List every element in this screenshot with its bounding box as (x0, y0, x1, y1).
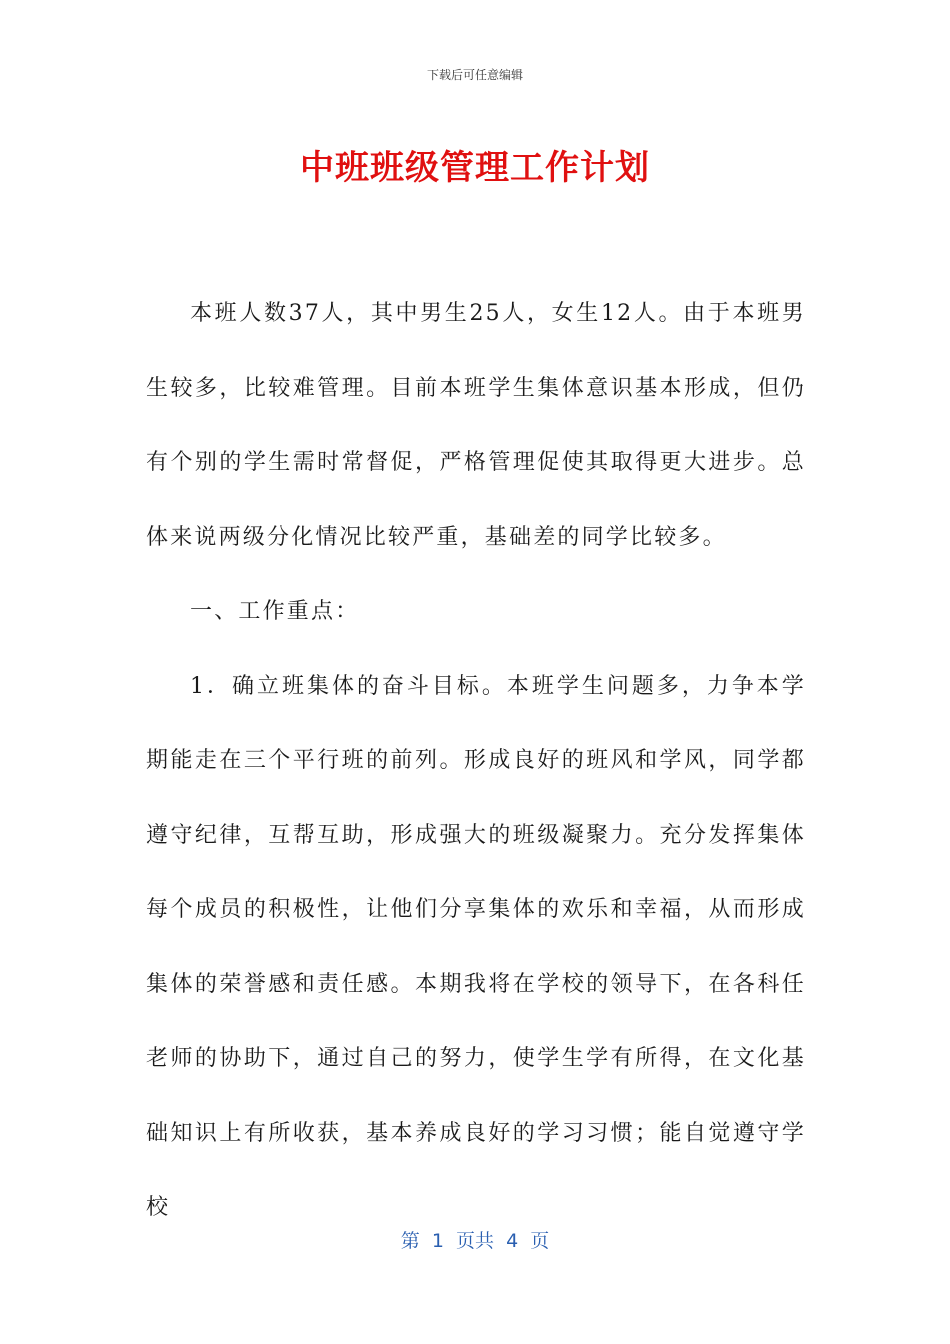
paragraph-intro: 本班人数37人，其中男生25人，女生12人。由于本班男生较多，比较难管理。目前本班学生集体意识基本形成，但仍有个别的学生需时常督促，严格管理促使其取得更大进步。总体来说两级分化情况比较严重，基础差的同学比较多。 (146, 301, 806, 550)
page-footer: 第 1 页共 4 页 (400, 1230, 550, 1252)
paragraph-section-heading: 一、工作重点： (190, 599, 360, 624)
document-body (146, 277, 806, 1246)
paragraph-item-1: 1．确立班集体的奋斗目标。本班学生问题多，力争本学期能走在三个平行班的前列。形成良好的班风和学风，同学都遵守纪律，互帮互助，形成强大的班级凝聚力。充分发挥集体每个成员的积极性，让他们分享集体的欢乐和幸福，从而形成集体的荣誉感和责任感。本期我将在学校的领导下，在各科任老师的协助下，通过自己的努力，使学生学有所得，在文化基础知识上有所收获，基本养成良好的学习习惯；能自觉遵守学校 (146, 673, 806, 1220)
document-title: 中班班级管理工作计划 (300, 148, 650, 188)
header-note: 下载后可任意编辑 (426, 68, 523, 82)
